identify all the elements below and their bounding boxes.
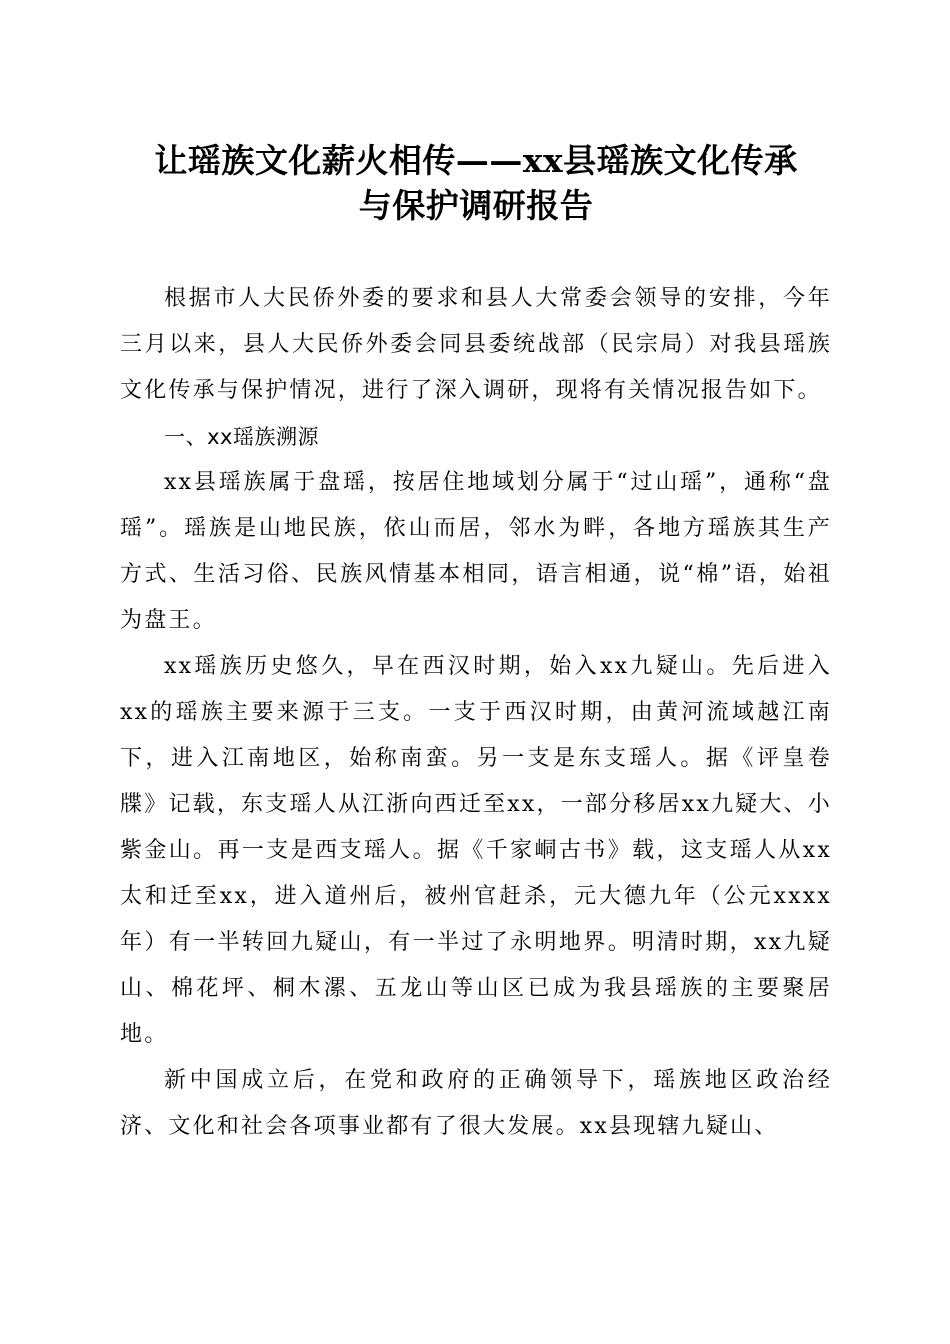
document-body	[120, 276, 832, 1150]
document-title	[120, 138, 832, 228]
title-line-1: 让瑶族文化薪火相传——xx县瑶族文化传承	[154, 141, 798, 180]
document-page	[120, 138, 832, 1150]
section-heading-origin: 一、xx瑶族溯源	[164, 425, 319, 449]
paragraph-new-china: 新中国成立后，在党和政府的正确领导下，瑶族地区政治经济、文化和社会各项事业都有了很大发展。xx县现辖九疑山、	[120, 1068, 832, 1139]
title-line-2: 与保护调研报告	[358, 186, 594, 225]
paragraph-yao-history: xx瑶族历史悠久，早在西汉时期，始入xx九疑山。先后进入xx的瑶族主要来源于三支。一支于西汉时期，由黄河流域越江南下，进入江南地区，始称南蛮。另一支是东支瑶人。据《评皇卷牒》记载，东支瑶人从江浙向西迁至xx，一部分移居xx九疑大、小紫金山。再一支是西支瑶人。据《千家峒古书》载，这支瑶人从xx太和迁至xx，进入道州后，被州官赶杀，元大德九年（公元xxxx年）有一半转回九疑山，有一半过了永明地界。明清时期，xx九疑山、棉花坪、桐木漯、五龙山等山区已成为我县瑶族的主要聚居地。	[120, 654, 832, 1047]
paragraph-yao-branch: xx县瑶族属于盘瑶，按居住地域划分属于“过山瑶”，通称“盘瑶”。瑶族是山地民族，依山而居，邻水为畔，各地方瑶族其生产方式、生活习俗、民族风情基本相同，语言相通，说“棉”语，始祖为盘王。	[120, 470, 832, 633]
intro-paragraph: 根据市人大民侨外委的要求和县人大常委会领导的安排，今年三月以来，县人大民侨外委会同县委统战部（民宗局）对我县瑶族文化传承与保护情况，进行了深入调研，现将有关情况报告如下。	[120, 286, 832, 403]
